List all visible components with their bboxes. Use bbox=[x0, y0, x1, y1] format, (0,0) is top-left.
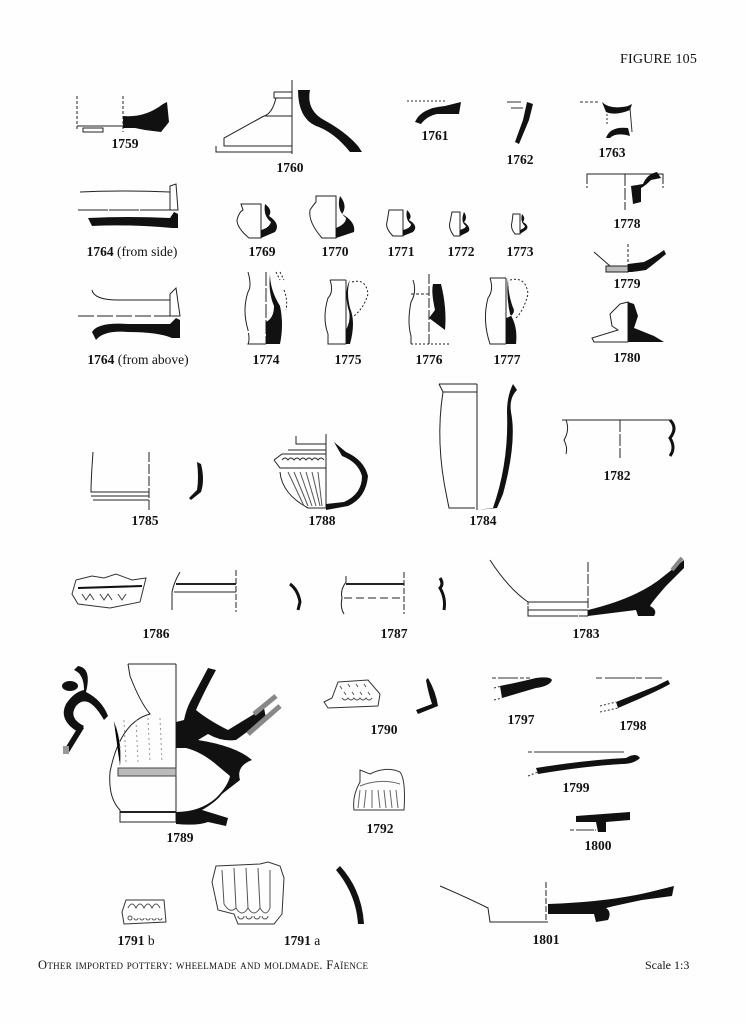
drawing-1784 bbox=[435, 382, 525, 512]
drawing-1778 bbox=[585, 168, 670, 213]
catalog-label: 1764 (from side) bbox=[86, 244, 178, 259]
catalog-label: 1759 bbox=[111, 136, 139, 151]
catalog-label: 1772 bbox=[447, 244, 475, 259]
catalog-label: 1776 bbox=[415, 352, 443, 367]
catalog-label: 1763 bbox=[598, 145, 626, 160]
catalog-label: 1762 bbox=[506, 152, 534, 167]
drawing-1790 bbox=[322, 672, 452, 722]
drawing-1786 bbox=[70, 566, 250, 616]
drawing-1791a bbox=[210, 860, 370, 930]
drawing-1798 bbox=[596, 674, 676, 714]
drawing-1797 bbox=[490, 674, 560, 704]
drawing-1780 bbox=[590, 300, 670, 346]
figure-title: FIGURE 105 bbox=[620, 52, 698, 67]
catalog-label: 1761 bbox=[421, 128, 449, 143]
catalog-label: 1791 a bbox=[283, 933, 321, 948]
catalog-label: 1790 bbox=[370, 722, 398, 737]
drawing-1777 bbox=[482, 276, 538, 346]
drawing-1769 bbox=[235, 200, 287, 240]
catalog-label: 1786 bbox=[142, 626, 170, 641]
drawing-1764-above bbox=[78, 286, 188, 342]
drawing-1792 bbox=[350, 766, 410, 816]
drawing-1762 bbox=[505, 98, 545, 148]
drawing-1776 bbox=[405, 272, 455, 346]
catalog-label: 1788 bbox=[308, 513, 336, 528]
drawing-1791b bbox=[120, 896, 170, 932]
catalog-label: 1764 (from above) bbox=[87, 352, 189, 367]
drawing-1783 bbox=[488, 558, 688, 622]
catalog-label: 1791 b bbox=[117, 933, 155, 948]
catalog-label: 1785 bbox=[131, 513, 159, 528]
drawing-1763 bbox=[580, 98, 640, 140]
catalog-label: 1782 bbox=[603, 468, 631, 483]
catalog-label: 1783 bbox=[572, 626, 600, 641]
drawing-1779 bbox=[592, 244, 672, 276]
drawing-1789 bbox=[58, 662, 288, 832]
catalog-label: 1777 bbox=[493, 352, 521, 367]
catalog-label: 1789 bbox=[166, 830, 194, 845]
drawing-1775 bbox=[322, 278, 378, 346]
drawing-1799 bbox=[526, 748, 646, 778]
catalog-label: 1774 bbox=[252, 352, 280, 367]
drawing-1800 bbox=[570, 810, 636, 836]
drawing-1772 bbox=[446, 210, 476, 238]
catalog-label: 1760 bbox=[276, 160, 304, 175]
catalog-label: 1778 bbox=[613, 216, 641, 231]
scale-note: Scale 1:3 bbox=[645, 958, 690, 972]
drawing-1761 bbox=[405, 98, 465, 128]
drawing-1774 bbox=[240, 270, 290, 346]
drawing-1759 bbox=[75, 92, 175, 134]
catalog-label: 1769 bbox=[248, 244, 276, 259]
drawing-1771 bbox=[383, 208, 423, 238]
catalog-label: 1784 bbox=[469, 513, 497, 528]
catalog-label: 1798 bbox=[619, 718, 647, 733]
figure-caption: Other imported pottery: wheelmade and moldmade. Faïence bbox=[38, 958, 369, 972]
catalog-label: 1773 bbox=[506, 244, 534, 259]
drawing-1788 bbox=[268, 432, 378, 512]
drawing-1787 bbox=[280, 570, 460, 618]
drawing-1801 bbox=[438, 880, 678, 930]
catalog-label: 1792 bbox=[366, 821, 394, 836]
catalog-label: 1775 bbox=[334, 352, 362, 367]
catalog-label: 1799 bbox=[562, 780, 590, 795]
drawing-1760 bbox=[212, 80, 372, 155]
catalog-label: 1797 bbox=[507, 712, 535, 727]
drawing-1773 bbox=[508, 212, 532, 236]
catalog-label: 1780 bbox=[613, 350, 641, 365]
drawing-1770 bbox=[306, 192, 358, 240]
catalog-label: 1779 bbox=[613, 276, 641, 291]
drawing-1785 bbox=[85, 450, 215, 512]
drawing-1782 bbox=[560, 410, 690, 460]
catalog-label: 1801 bbox=[532, 932, 560, 947]
catalog-label: 1787 bbox=[380, 626, 408, 641]
catalog-label: 1770 bbox=[321, 244, 349, 259]
catalog-label: 1800 bbox=[584, 838, 612, 853]
catalog-label: 1771 bbox=[387, 244, 415, 259]
drawing-1764-side bbox=[78, 182, 188, 232]
